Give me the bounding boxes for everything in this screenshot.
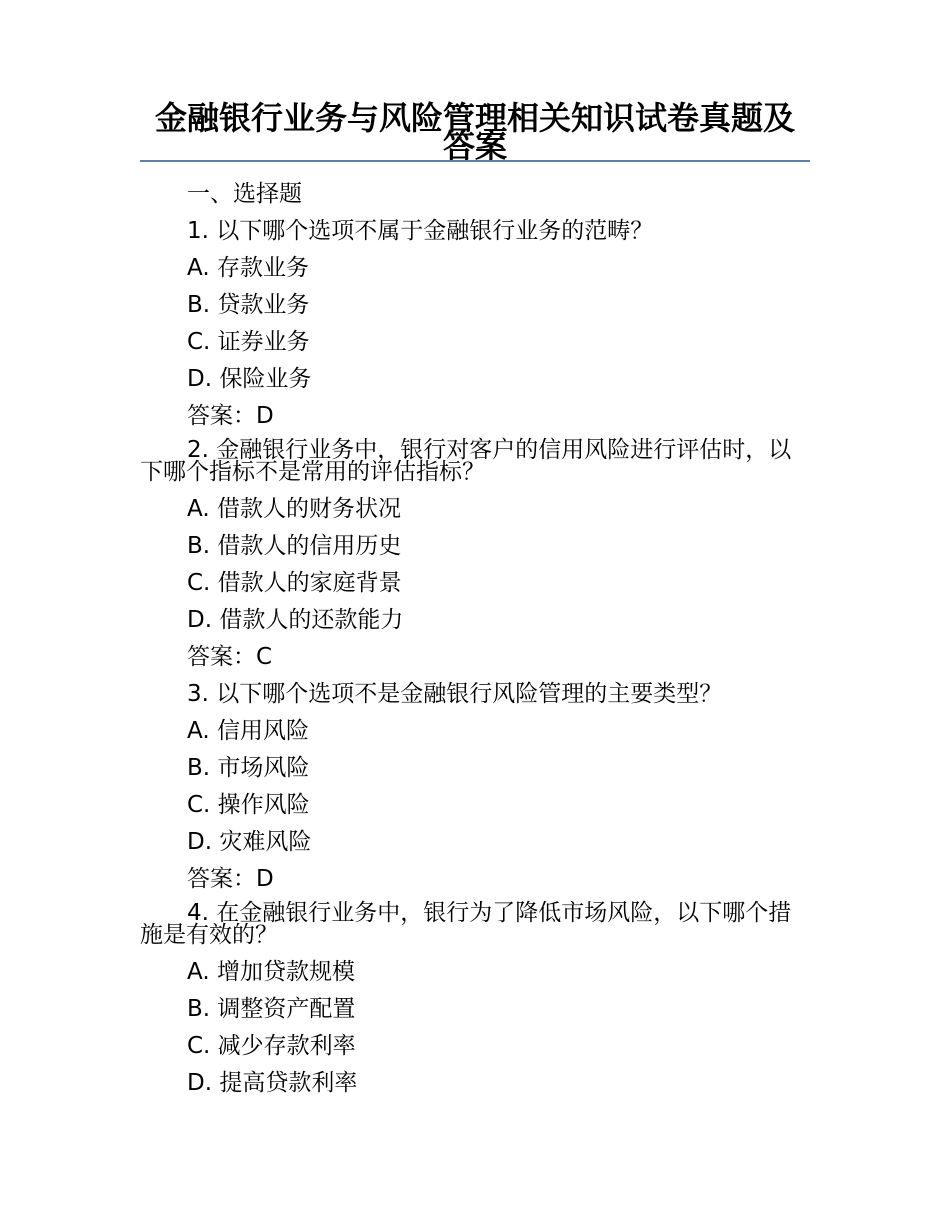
option-c: C. 借款人的家庭背景 — [187, 570, 402, 596]
answer-line: 答案：D — [187, 866, 274, 892]
question-stem: 2. 金融银行业务中，银行对客户的信用风险进行评估时，以下哪个指标不是常用的评估指标？ — [140, 437, 792, 485]
option-d: D. 灾难风险 — [187, 829, 312, 855]
section-heading: 一、选择题 — [187, 181, 302, 207]
option-c: C. 操作风险 — [187, 792, 310, 818]
option-d: D. 提高贷款利率 — [187, 1070, 358, 1096]
question-1 — [140, 213, 810, 435]
answer-line: 答案：D — [187, 403, 274, 429]
option-d: D. 保险业务 — [187, 366, 312, 392]
option-b: B. 市场风险 — [187, 755, 310, 781]
option-a: A. 信用风险 — [187, 718, 309, 744]
document-title: 金融银行业务与风险管理相关知识试卷真题及答案 — [154, 99, 795, 165]
document-body — [140, 176, 810, 1102]
question-4 — [140, 898, 810, 1102]
question-stem: 1. 以下哪个选项不属于金融银行业务的范畴？ — [187, 218, 654, 244]
option-a: A. 增加贷款规模 — [187, 959, 355, 985]
option-b: B. 调整资产配置 — [187, 996, 356, 1022]
question-2 — [140, 435, 810, 676]
option-d: D. 借款人的还款能力 — [187, 607, 404, 633]
option-a: A. 存款业务 — [187, 255, 309, 281]
title-divider — [140, 160, 810, 162]
option-b: B. 贷款业务 — [187, 292, 310, 318]
answer-line: 答案：C — [187, 644, 273, 670]
option-c: C. 减少存款利率 — [187, 1033, 356, 1059]
question-3 — [140, 676, 810, 898]
question-stem: 4. 在金融银行业务中，银行为了降低市场风险，以下哪个措施是有效的？ — [140, 900, 792, 948]
option-c: C. 证券业务 — [187, 329, 310, 355]
option-b: B. 借款人的信用历史 — [187, 533, 402, 559]
question-stem: 3. 以下哪个选项不是金融银行风险管理的主要类型？ — [187, 681, 723, 707]
option-a: A. 借款人的财务状况 — [187, 496, 401, 522]
